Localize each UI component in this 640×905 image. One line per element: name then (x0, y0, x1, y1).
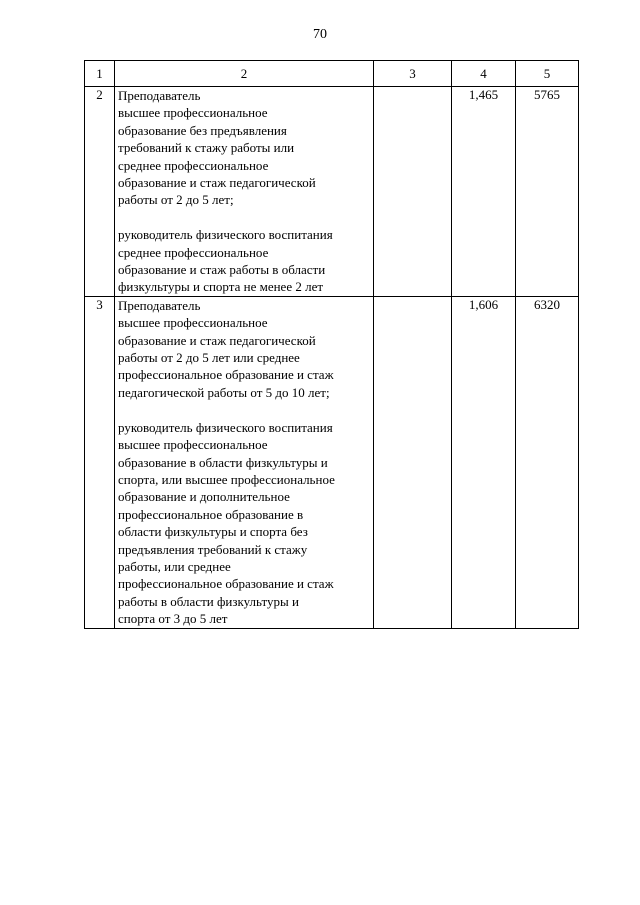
requirement-text: высшее профессиональное образование без предъявления требований к стажу работы или среднее профессиональное образование и стаж педагогической работы от 2 до 5 лет; (118, 105, 316, 208)
salary-value: 6320 (516, 296, 579, 628)
row-number: 2 (85, 87, 115, 297)
coefficient-value: 1,465 (452, 87, 516, 297)
col3-value (374, 296, 452, 628)
header-col-3: 3 (374, 61, 452, 87)
position-description (115, 87, 374, 297)
salary-value: 5765 (516, 87, 579, 297)
header-col-5: 5 (516, 61, 579, 87)
requirement-text: высшее профессиональное образование и стаж педагогической работы от 2 до 5 лет или среднее профессиональное образование и стаж педагогической работы от 5 до 10 лет; (118, 315, 334, 400)
table-header-row (85, 61, 579, 87)
position-title: Преподаватель (118, 297, 201, 313)
table-row (85, 296, 579, 628)
position-title: Преподаватель (118, 88, 201, 103)
table-row (85, 87, 579, 297)
requirement-text: руководитель физического воспитания высшее профессиональное образование в области физкультуры и спорта, или высшее профессиональное образование и дополнительное профессиональное образование в области физкультуры и спорта без предъявления требований к стажу работы, или среднее профессиональное образование и стаж работы в области физкультуры и спорта от 3 до 5 лет (118, 419, 335, 627)
header-col-1: 1 (85, 61, 115, 87)
col3-value (374, 87, 452, 297)
header-col-2: 2 (115, 61, 374, 87)
header-col-4: 4 (452, 61, 516, 87)
qualification-table (84, 60, 579, 629)
coefficient-value: 1,606 (452, 296, 516, 628)
requirement-text: руководитель физического воспитания среднее профессиональное образование и стаж работы в области физкультуры и спорта не менее 2 лет (118, 227, 333, 295)
page-number: 70 (313, 27, 327, 42)
row-number: 3 (85, 296, 115, 628)
position-description (115, 296, 374, 628)
